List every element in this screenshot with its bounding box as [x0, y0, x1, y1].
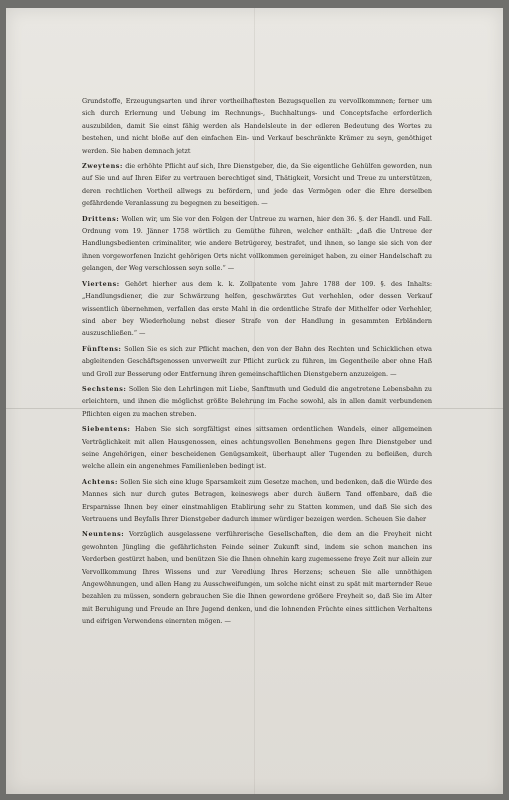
paragraph-sechstens — [82, 383, 432, 420]
paragraph-text: Vorzüglich ausgelassene verführerische Gesellschaften, die dem an die Freyheit nicht gewohnten Jüngling die gefährlichsten Feinde seiner Zukunft sind, indem sie schon manchen ins Verderben gestürzt haben, und benützen Sie die Ihnen ohnehin karg zugemessene freye Zeit nur allein zur Vervollkommung Ihres Wissens und zur Veredlung Ihres Herzens; scheuen Sie alle unnöthigen Angewöhnungen, und allen Hang zu Ausschweifungen, um solche nicht einst zu spät mit marternder Reue bezahlen zu müssen, sondern gebrauchen Sie die Ihnen gewordene größere Freyheit so, daß Sie im Alter mit Beruhigung und Freude an Ihre Jugend denken, und die lohnenden Früchte eines sittlichen Verhaltens und eifrigen Verwendens einernten mögen. — — [82, 530, 432, 626]
paragraph-siebentens — [82, 423, 432, 473]
paragraph-lead: Sechstens: — [82, 384, 127, 393]
paragraph-text: Gehört hierher aus dem k. k. Zollpatente vom Jahre 1788 der 109. §. des Inhalts: „Handlungsdiener, die zur Schwärzung helfen, geschwärztes Gut verhehlen, oder dessen Verkauf wissentlich übernehmen, verfallen das erste Mahl in die ordentliche Strafe der Mithelfer oder Verhehler, sind aber bey Wiederholung nebst dieser Strafe von der Handlung in gesammten Erbländern auszuschließen.“ — — [82, 279, 432, 338]
paragraph-lead: Achtens: — [82, 477, 118, 486]
paragraph-neuntens — [82, 528, 432, 627]
paragraph-text: Sollen Sie sich eine kluge Sparsamkeit zum Gesetze machen, und bedenken, daß die Würde des Mannes sich nur durch gutes Betragen, keineswegs aber durch äußern Tand offenbare, daß die Ersparnisse Ihnen bey einer einstmahligen Etablirung sehr zu Statten kommen, und daß Sie sich des Vertrauens und Beyfalls Ihrer Dienstgeber dadurch immer würdiger bezeigen werden. Scheuen Sie daher — [82, 477, 432, 523]
paragraph-text: Wollen wir, um Sie vor den Folgen der Untreue zu warnen, hier den 36. §. der Handl. und Fall. Ordnung vom 19. Jänner 1758 wörtlich zu Gemüthe führen, welcher enthält: „daß die Untreue der Handlungsbedienten criminaliter, wie andere Betrügerey, bestrafet, und ihnen, so lange sie sich von der ihnen vorgeworfenen Inzicht gehörigen Orts nicht vollkommen gereiniget haben, zu einer Handelschaft zu gelangen, der Weg verschlossen seyn solle.“ — — [82, 214, 432, 273]
paragraph-lead: Neuntens: — [82, 530, 125, 539]
paragraph-drittens — [82, 213, 432, 275]
paragraph-zweytens — [82, 160, 432, 210]
paragraph-intro — [82, 95, 432, 157]
paragraph-text: Grundstoffe, Erzeugungsarten und ihrer vortheilhaftesten Bezugsquellen zu vervollkommnen; ferner um sich durch Erlernung und Uebung im Rechnungs-, Buchhaltungs- und Conceptsfache erforderlich auszubilden, damit Sie einst fähig werden als Handelsleute in der edleren Bedeutung des Wortes zu bestehen, und nicht bloße auf den einfachen Ein- und Verkauf beschränkte Krämer zu seyn, genöthiget werden. Sie haben demnach jetzt — [82, 97, 432, 155]
paragraph-text: Sollen Sie den Lehrlingen mit Liebe, Sanftmuth und Geduld die angetretene Lebensbahn zu erleichtern, und ihnen die möglichst größte Belehrung im Fache sowohl, als in allen damit verbundenen Pflichten eigen zu machen streben. — [82, 384, 432, 418]
paragraph-text: Haben Sie sich sorgfältigst eines sittsamen ordentlichen Wandels, einer allgemeinen Verträglichkeit mit allen Hausgenossen, eines achtungsvollen Benehmens gegen Ihre Dienstgeber und seine Angehörigen, einer bescheidenen Genügsamkeit, überhaupt aller Tugenden zu befleißen, durch welche allein ein angenehmes Familienleben bedingt ist. — [82, 425, 432, 471]
paragraph-lead: Fünftens: — [82, 344, 122, 353]
paragraph-viertens — [82, 278, 432, 340]
paragraph-text: Sollen Sie es sich zur Pflicht machen, den von der Bahn des Rechten und Schicklichen etwa abgleitenden Geschäftsgenossen unverweilt zur Pflicht zurück zu führen, im Gegentheile aber ohne Haß und Groll zur Besserung oder Entfernung ihren gemeinschaftlichen Dienstgebern anzuzeigen. — — [82, 344, 432, 378]
paragraph-achtens — [82, 476, 432, 526]
paragraph-lead: Zweytens: — [82, 162, 123, 171]
document-body — [82, 95, 432, 631]
paragraph-lead: Viertens: — [82, 279, 120, 288]
paragraph-lead: Siebentens: — [82, 425, 131, 434]
paragraph-text: die erhöhte Pflicht auf sich, Ihre Dienstgeber, die, da Sie eigentliche Gehülfen geworden, nun auf Sie und auf Ihren Eifer zu vertrauen berechtiget sind, Thätigkeit, Vorsicht und Treue zu unterstützen, deren rechtlichen Vortheil allwegs zu befördern, und jede das Vermögen oder die Ehre derselben gefährdende Veranlassung zu begegnen zu beseitigen. — — [82, 162, 432, 208]
paragraph-fuenftens — [82, 343, 432, 380]
paragraph-lead: Drittens: — [82, 214, 120, 223]
